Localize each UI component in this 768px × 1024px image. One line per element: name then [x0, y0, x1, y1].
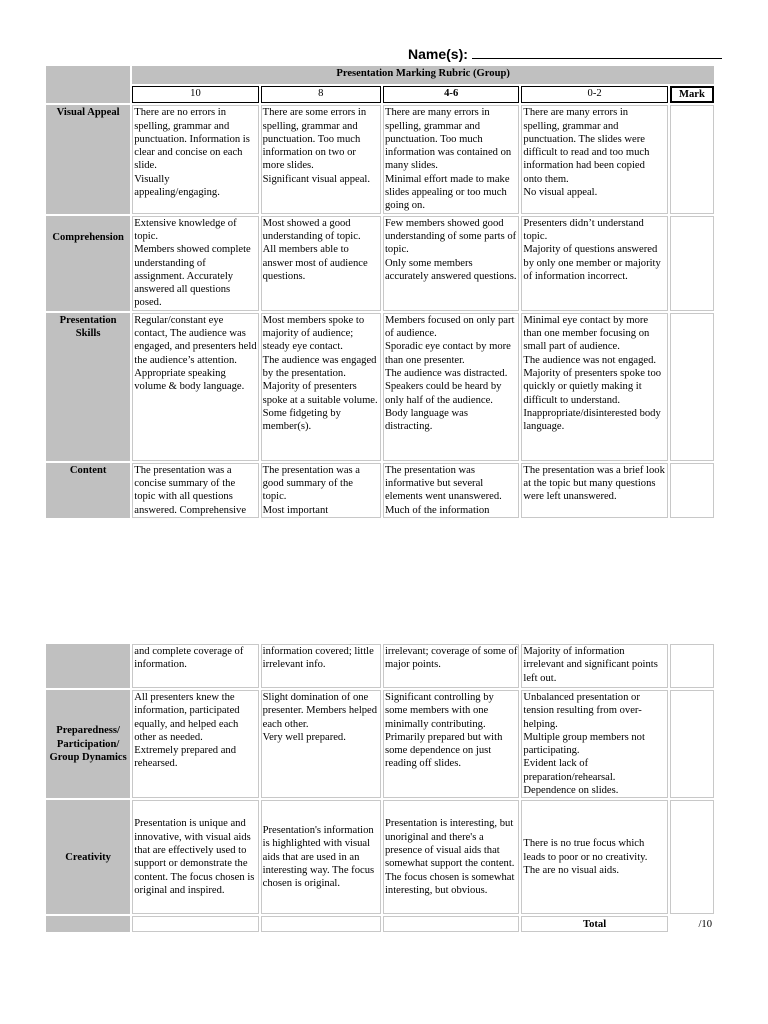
- score-header-10: 10: [132, 86, 258, 103]
- rubric-table-page-2: [44, 642, 716, 934]
- total-row-label-cell: [46, 916, 130, 932]
- total-label: Total: [521, 916, 667, 932]
- criteria-cell: Unbalanced presentation or tension resulting from over-helping. Multiple group members not participating. Evident lack of preparation/rehearsal. Dependence on slides.: [521, 690, 667, 798]
- criteria-cell: There is no true focus which leads to poor or no creativity. The are no visual aids.: [521, 800, 667, 914]
- criteria-cell: There are some errors in spelling, grammar and punctuation. Too much information on two or more slides. Significant visual appeal.: [261, 105, 381, 213]
- mark-header: Mark: [670, 86, 714, 103]
- row-label-presentation-skills: Presentation Skills: [46, 313, 130, 461]
- criteria-cell: Extensive knowledge of topic. Members showed complete understanding of assignment. Accurately answered all questions posed.: [132, 216, 258, 311]
- mark-input-creativity[interactable]: [670, 800, 714, 914]
- row-label-visual-appeal: Visual Appeal: [46, 105, 130, 213]
- criteria-cell: Presentation's information is highlighted with visual aids that are used in an interesting way. The focus chosen is original.: [261, 800, 381, 914]
- row-label-content: Content: [46, 463, 130, 518]
- criteria-cell: The presentation was a concise summary of the topic with all questions answered. Comprehensive: [132, 463, 258, 518]
- total-row-blank-cell: [132, 916, 258, 932]
- criteria-cell: There are no errors in spelling, grammar and punctuation. Information is clear and concise on each slide. Visually appealing/engaging.: [132, 105, 258, 213]
- criteria-cell: information covered; little irrelevant info.: [261, 644, 381, 688]
- criteria-cell: Minimal eye contact by more than one member focusing on small part of audience. The audience was not engaged. Majority of presenters spoke too quickly or quietly making it difficult to understand. Inappropriate/disinterested body language.: [521, 313, 667, 461]
- criteria-cell: There are many errors in spelling, grammar and punctuation. The slides were difficult to read and too much information had been copied onto them. No visual appeal.: [521, 105, 667, 213]
- mark-input-content-continued[interactable]: [670, 644, 714, 688]
- criteria-cell: Presentation is unique and innovative, with visual aids that are effectively used to support or demonstrate the content. The focus chosen is original and inspired.: [132, 800, 258, 914]
- criteria-cell: Most showed a good understanding of topic. All members able to answer most of audience questions.: [261, 216, 381, 311]
- criteria-cell: Regular/constant eye contact, The audience was engaged, and presenters held the audience’s attention. Appropriate speaking volume & body language.: [132, 313, 258, 461]
- row-label-comprehension: Comprehension: [46, 216, 130, 311]
- total-value[interactable]: /10: [670, 916, 714, 932]
- total-row-blank-cell: [261, 916, 381, 932]
- table-title: Presentation Marking Rubric (Group): [132, 66, 714, 84]
- mark-input-comprehension[interactable]: [670, 216, 714, 311]
- criteria-cell: There are many errors in spelling, grammar and punctuation. Too much information was contained on many slides. Minimal effort made to make slides appealing or too much going on.: [383, 105, 519, 213]
- row-label-preparedness: Preparedness/ Participation/ Group Dynamics: [46, 690, 130, 798]
- criteria-cell: Significant controlling by some members with one minimally contributing. Primarily prepared but with some dependence on just reading off slides.: [383, 690, 519, 798]
- name-blank-line[interactable]: [472, 46, 722, 59]
- criteria-cell: irrelevant; coverage of some of major points.: [383, 644, 519, 688]
- criteria-cell: Members focused on only part of audience. Sporadic eye contact by more than one presenter. The audience was distracted. Speakers could be heard by only half of the audience. Body language was distracting.: [383, 313, 519, 461]
- mark-input-visual-appeal[interactable]: [670, 105, 714, 213]
- criteria-cell: Presentation is interesting, but unoriginal and there's a presence of visual aids that somewhat support the content. The focus chosen is somewhat interesting, but obvious.: [383, 800, 519, 914]
- criteria-cell: Majority of information irrelevant and significant points left out.: [521, 644, 667, 688]
- rubric-table-page-1: [44, 64, 716, 520]
- criteria-cell: The presentation was a brief look at the topic but many questions were left unanswered.: [521, 463, 667, 518]
- name-label: Name(s):: [408, 46, 468, 62]
- criteria-cell: The presentation was a good summary of the topic. Most important: [261, 463, 381, 518]
- row-label-creativity: Creativity: [46, 800, 130, 914]
- mark-input-content[interactable]: [670, 463, 714, 518]
- score-header-0-2: 0-2: [521, 86, 667, 103]
- mark-input-presentation-skills[interactable]: [670, 313, 714, 461]
- criteria-cell: Slight domination of one presenter. Members helped each other. Very well prepared.: [261, 690, 381, 798]
- mark-input-preparedness[interactable]: [670, 690, 714, 798]
- total-row-blank-cell: [383, 916, 519, 932]
- content-continued-label-cell: [46, 644, 130, 688]
- criteria-cell: The presentation was informative but several elements went unanswered. Much of the information: [383, 463, 519, 518]
- name-field[interactable]: [408, 46, 722, 62]
- header-blank-cell: [46, 66, 130, 103]
- criteria-cell: Most members spoke to majority of audience; steady eye contact. The audience was engaged by the presentation. Majority of presenters spoke at a suitable volume. Some fidgeting by member(s).: [261, 313, 381, 461]
- criteria-cell: and complete coverage of information.: [132, 644, 258, 688]
- criteria-cell: Few members showed good understanding of some parts of topic. Only some members accurately answered questions.: [383, 216, 519, 311]
- score-header-8: 8: [261, 86, 381, 103]
- criteria-cell: Presenters didn’t understand topic. Majority of questions answered by only one member or majority of information incorrect.: [521, 216, 667, 311]
- score-header-4-6: 4-6: [383, 86, 519, 103]
- criteria-cell: All presenters knew the information, participated equally, and helped each other as needed. Extremely prepared and rehearsed.: [132, 690, 258, 798]
